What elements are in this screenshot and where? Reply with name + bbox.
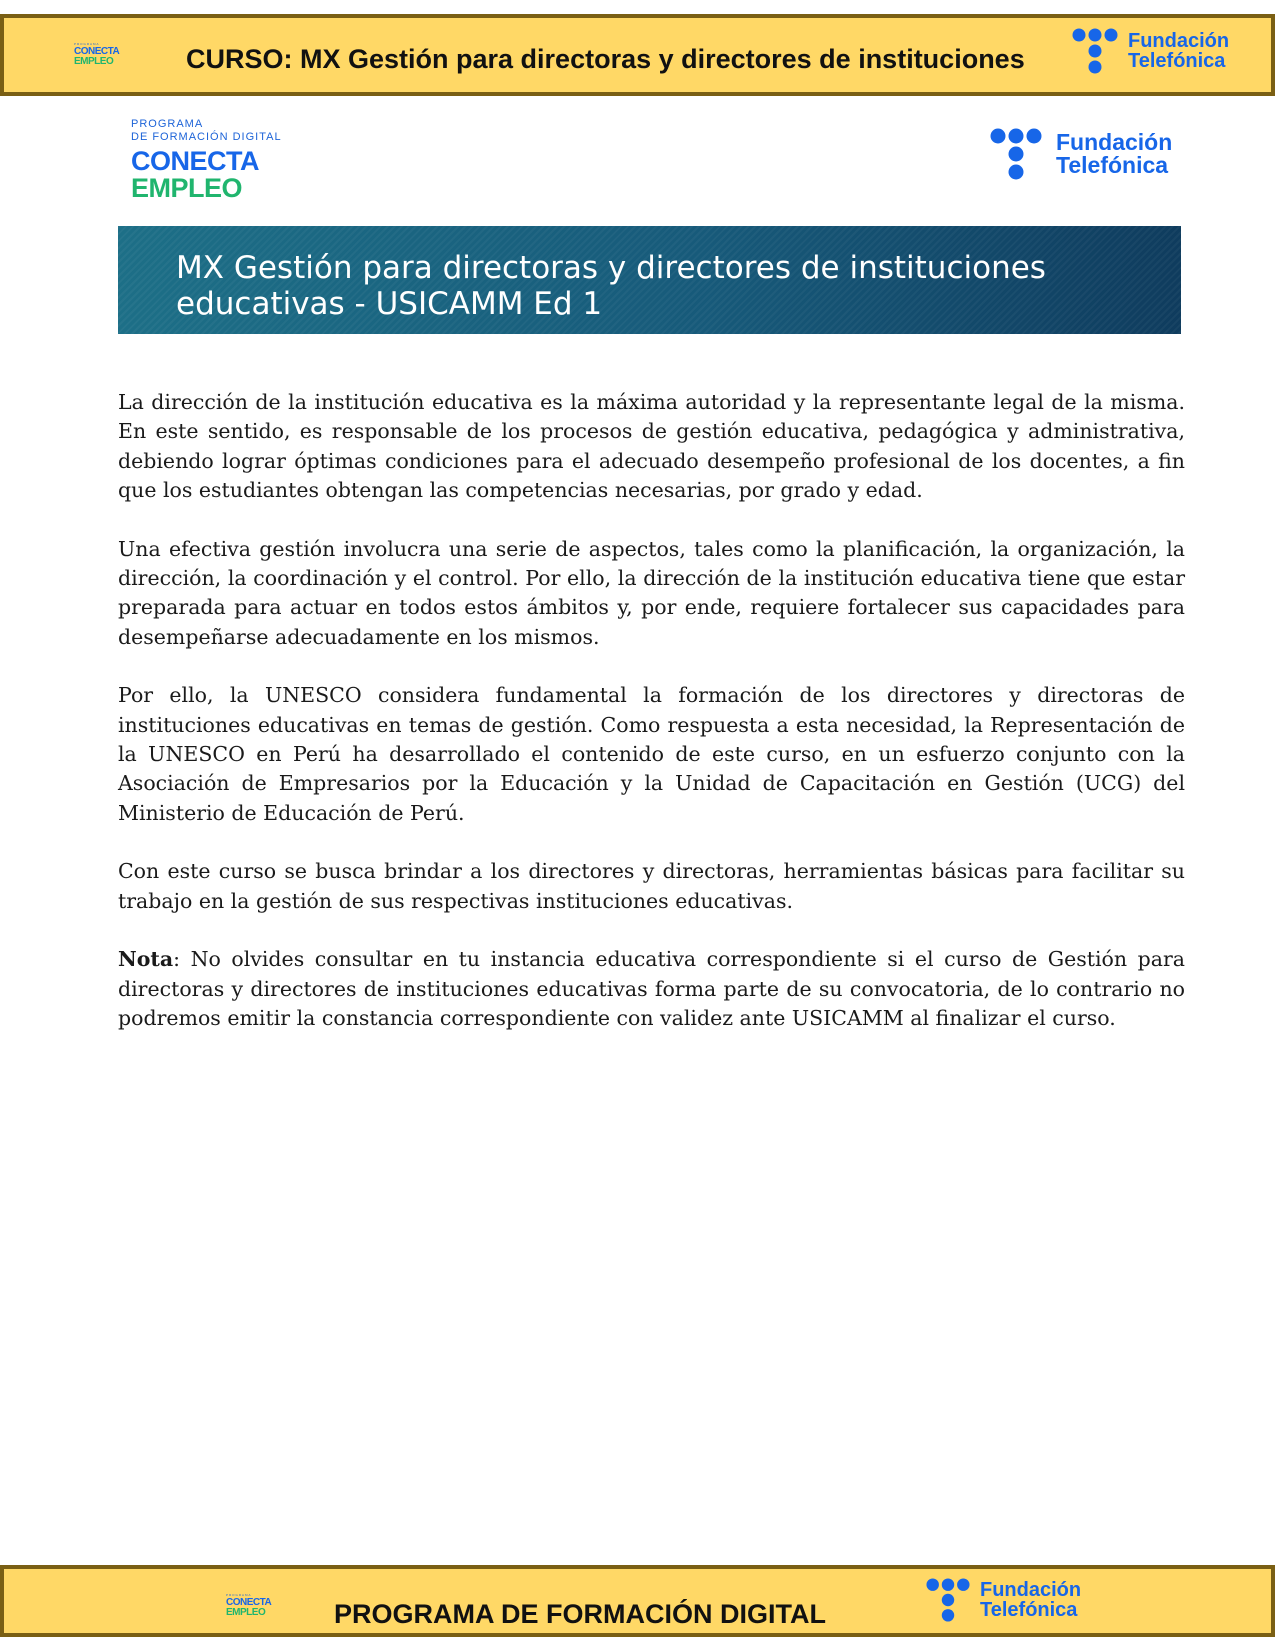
logo-fundacion-text: Fundación [1056,128,1173,155]
note-paragraph [118,945,1185,1033]
logo-conecta-text: CONECTA [226,1597,272,1608]
footer-title: PROGRAMA DE FORMACIÓN DIGITAL [334,1599,826,1629]
paragraph: Una efectiva gestión involucra una serie de aspectos, tales como la planificación, la organización, la dirección, la coordinación y el control. Por ello, la dirección de la institución educativa tiene que estar preparada para actuar en todos estos ámbitos y, por ende, requiere fortalecer sus capacidades para desempeñarse adecuadamente en los mismos. [118,536,1185,649]
fundacion-telefonica-logo [926,1578,1081,1622]
course-description [118,388,1185,1062]
paragraph: Con este curso se busca brindar a los directores y directoras, herramientas básicas para facilitar su trabajo en la gestión de sus respectivas instituciones educativas. [118,859,1185,913]
paragraph: Por ello, la UNESCO considera fundamental la formación de los directores y directoras de instituciones educativas en temas de gestión. Como respuesta a esta necesidad, la Representación de la UNESCO en Perú ha desarrollado el contenido de este curso, en un esfuerzo conjunto con la Asociación de Empresarios por la Educación y la Unidad de Capacitación en Gestión (UCG) del Ministerio de Educación de Perú. [118,683,1185,825]
logo-program-text: PROGRAMA [131,118,204,130]
banner-title: MX Gestión para directoras y directores de instituciones educativas - USICAMM Ed 1 [176,250,1046,322]
logo-telefonica-text: Telefónica [1056,152,1169,178]
conecta-empleo-logo [74,42,119,67]
fundacion-telefonica-logo-large [990,128,1172,180]
logo-formacion-text: DE FORMACIÓN DIGITAL [131,131,282,143]
course-title: CURSO: MX Gestión para directoras y directores de instituciones [186,44,1025,74]
note-text: : No olvides consultar en tu instancia educativa correspondiente si el curso de Gestión para directoras y directores de instituciones educativas forma parte de su convocatoria, de lo contrario no podremos emitir la constancia correspondiente con validez ante USICAMM al finalizar el curso. [118,947,1185,1030]
logo-fundacion-text: Fundación [1128,29,1230,52]
course-banner [118,226,1181,334]
fundacion-telefonica-logo [1072,28,1229,74]
logo-empleo-text: EMPLEO [226,1607,266,1618]
logo-conecta-text: CONECTA [131,146,259,176]
telefonica-t-icon [1072,28,1118,74]
paragraph: La dirección de la institución educativa es la máxima autoridad y la representante legal de la misma. En este sentido, es responsable de los procesos de gestión educativa, pedagógica y administrativa, debiendo lograr óptimas condiciones para el adecuado desempeño profesional de los docentes, a fin que los estudiantes obtengan las competencias necesarias, por grado y edad. [118,390,1185,503]
logo-telefonica-text: Telefónica [980,1599,1078,1621]
telefonica-t-icon [926,1578,970,1622]
conecta-empleo-logo-large [131,118,282,202]
logo-telefonica-text: Telefónica [1128,50,1226,72]
logo-conecta-text: CONECTA [74,46,120,57]
note-label: Nota [118,947,174,972]
logo-program-text: PROGRAMA [74,42,100,46]
conecta-empleo-logo [226,1593,271,1618]
header-band [0,14,1275,96]
logo-program-text: PROGRAMA [226,1593,252,1597]
footer-band [0,1565,1275,1637]
logo-empleo-text: EMPLEO [131,173,243,203]
telefonica-t-icon [990,128,1042,180]
logo-fundacion-text: Fundación [980,1578,1082,1601]
logo-empleo-text: EMPLEO [74,56,114,67]
